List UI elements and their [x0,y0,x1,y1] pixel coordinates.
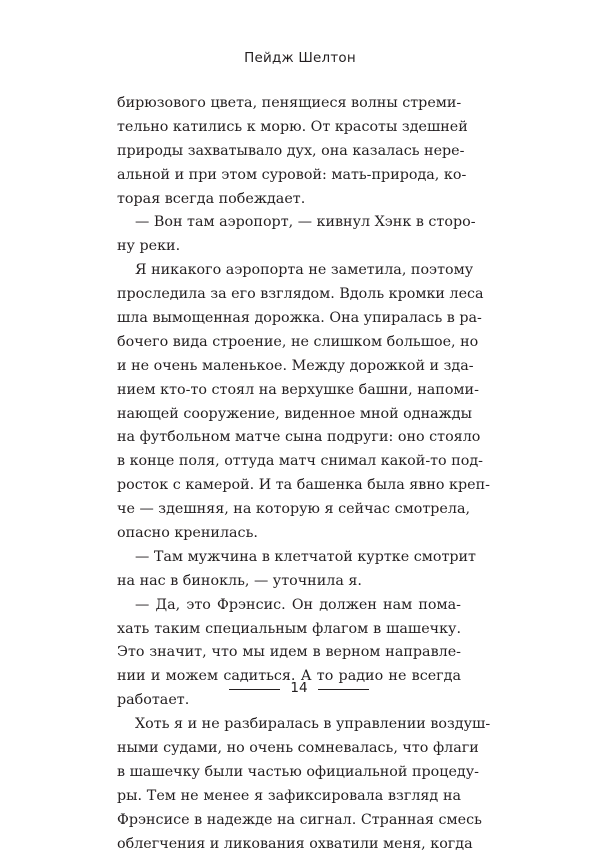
text-line: че — здешняя, на которую я сейчас смотрела, [117,501,471,518]
text-line: альной и при этом суровой: мать-природа, ко- [117,166,467,183]
text-line: на нас в бинокль, — уточнила я. [117,572,362,589]
text-line: нии и можем садиться. А то радио не всегда [117,668,461,685]
text-line: Я никакого аэропорта не заметила, поэтому [135,262,474,279]
text-line: в конце поля, оттуда матч снимал какой-то под- [117,453,483,470]
text-line: нием кто-то стоял на верхушке башни, напоми- [117,381,479,398]
text-line: — Вон там аэропорт, — кивнул Хэнк в сторо- [135,214,476,231]
text-line: торая всегда побеждает. [117,190,306,207]
text-line: ры. Тем не менее я зафиксировала взгляд на [117,787,461,804]
page-number: 14 [290,680,308,696]
running-head: Пейдж Шелтон [244,50,356,66]
text-line: бочего вида строение, не слишком большое, но [117,333,479,350]
text-line: Хоть я и не разбиралась в управлении воздуш- [135,716,491,733]
text-line: — Да, это Фрэнсис. Он должен нам пома- [135,596,461,613]
text-line: Фрэнсисе в надежде на сигнал. Странная смесь [117,811,482,828]
page-footer [0,680,600,700]
text-line: и не очень маленькое. Между дорожкой и зда- [117,357,474,374]
text-line: облегчения и ликования охватили меня, когда [117,835,473,852]
body-text [117,92,491,857]
text-line: природы захватывало дух, она казалась нере- [117,142,465,159]
text-line: росток с камерой. И та башенка была явно креп- [117,477,490,494]
text-line: — Там мужчина в клетчатой куртке смотрит [135,548,476,565]
text-line: хать таким специальным флагом в шашечку. [117,620,461,637]
text-line: ными судами, но очень сомневалась, что флаги [117,740,479,757]
text-line: шла вымощенная дорожка. Она упиралась в ра- [117,310,482,327]
text-line: тельно катились к морю. От красоты здешней [117,118,468,135]
footer-rule-left [229,689,280,690]
text-line: бирюзового цвета, пенящиеся волны стреми- [117,95,462,111]
text-line: проследила за его взглядом. Вдоль кромки леса [117,286,484,303]
text-line: на футбольном матче сына подруги: оно стояло [117,429,481,446]
text-line: нающей сооружение, виденное мной однажды [117,405,472,422]
text-line: в шашечку были частью официальной процеду- [117,763,479,780]
text-line: опасно кренилась. [117,525,258,542]
text-line: ну реки. [117,238,181,255]
footer-rule-right [318,689,369,690]
text-line: работает. [117,692,190,709]
text-line: Это значит, что мы идем в верном направле- [117,644,461,661]
